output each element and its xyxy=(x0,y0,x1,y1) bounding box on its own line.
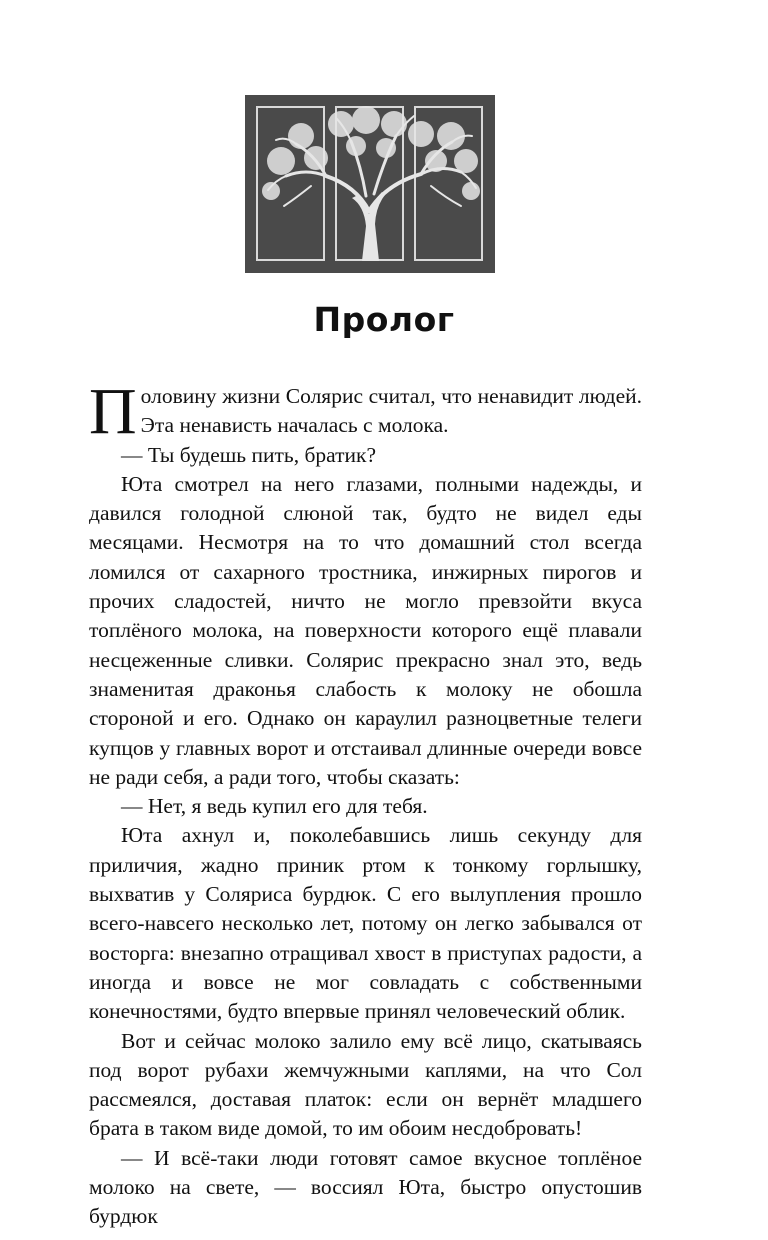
drop-cap: П xyxy=(89,375,137,448)
paragraph-4: — Нет, я ведь купил его для тебя. xyxy=(121,794,428,819)
paragraph-7: — И всё-таки люди готовят самое вкусное топлёное молоко на свете, — воссиял Юта, быстро опустошив бурдюк xyxy=(89,1145,642,1229)
tree-icon xyxy=(256,106,483,261)
paragraph-5: Юта ахнул и, поколебавшись лишь секунду для приличия, жадно приник ртом к тонкому горлышку, выхватив у Соляриса бурдюк. С его вылупления прошло всего-навсего несколько лет, потому он легко забывался от восторга: внезапно отращивал хвост в приступах радости, а иногда и вовсе не мог совладать с собственными конечностями, будто впервые принял человеческий облик. xyxy=(89,823,642,1024)
paragraph-2: — Ты будешь пить, братик? xyxy=(121,442,377,467)
paragraph-1-text: оловину жизни Солярис считал, что ненавидит людей. Эта ненависть началась с молока. xyxy=(140,384,642,438)
paragraph-3: Юта смотрел на него глазами, полными надежды, и давился голодной слюной так, будто не видел еды месяцами. Несмотря на то что домашний стол всегда ломился от сахарного тростника, инжирных пирогов и прочих сладостей, ничто не могло превзойти вкуса топлёного молока, на поверхности которого ещё плавали несцеженные сливки. Солярис прекрасно знал это, ведь знаменитая драконья слабость к молоку не обошла стороной и его. Однако он караулил разноцветные телеги купцов у главных ворот и отстаивал длинные очереди вовсе не ради себя, а ради того, чтобы сказать: xyxy=(89,471,642,789)
paragraph-1 xyxy=(89,375,642,448)
paragraph-6: Вот и сейчас молоко залило ему всё лицо, скатываясь под ворот рубахи жемчужными каплями, на что Сол рассмеялся, доставая платок: если он вернёт младшего брата в таком виде домой, то им обоим несдобровать! xyxy=(89,1028,642,1141)
chapter-title: Пролог xyxy=(313,300,455,339)
chapter-illustration xyxy=(245,95,495,273)
chapter-text xyxy=(89,375,642,1232)
